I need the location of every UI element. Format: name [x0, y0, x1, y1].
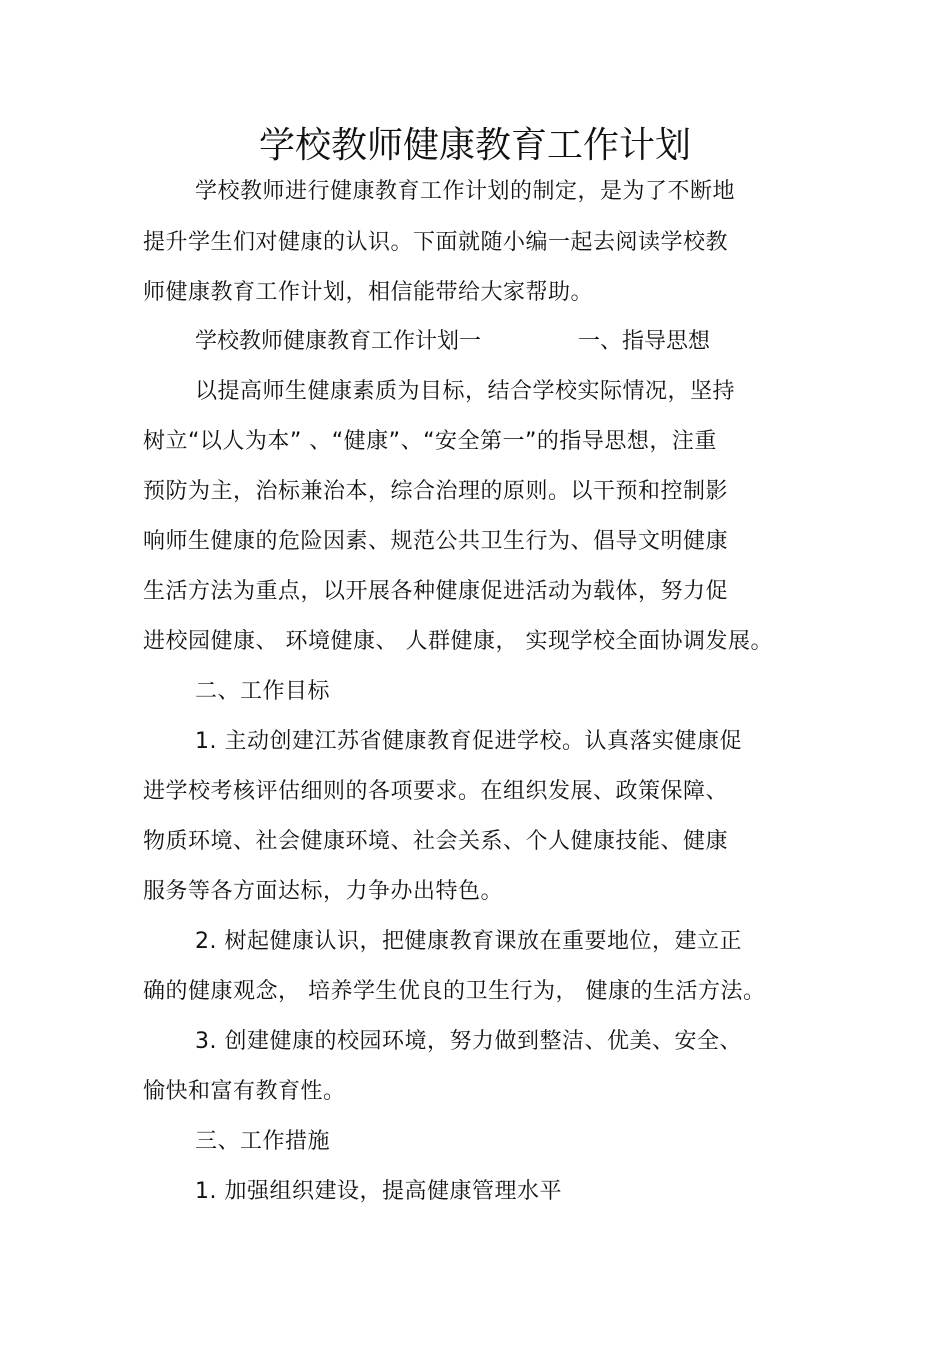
- intro-line-3: 师健康教育工作计划，相信能带给大家帮助。: [143, 280, 594, 305]
- guiding-line-3: 预防为主，治标兼治本，综合治理的原则。以干预和控制影: [143, 479, 729, 504]
- intro-line-2: 提升学生们对健康的认识。下面就随小编一起去阅读学校教: [143, 230, 729, 255]
- goal-3-line-2: 愉快和富有教育性。: [143, 1079, 346, 1104]
- measure-1-line: 1. 加强组织建设，提高健康管理水平: [195, 1179, 562, 1204]
- goal-3-line-1: 3. 创建健康的校园环境，努力做到整洁、优美、安全、: [195, 1029, 742, 1054]
- guiding-line-1: 以提高师生健康素质为目标，结合学校实际情况，坚持: [195, 379, 736, 404]
- goal-1-line-2: 进学校考核评估细则的各项要求。在组织发展、政策保障、: [143, 779, 729, 804]
- goal-1-line-4: 服务等各方面达标，力争办出特色。: [143, 879, 504, 904]
- goal-1-line-3: 物质环境、社会健康环境、社会关系、个人健康技能、健康: [143, 829, 729, 854]
- plan-heading-left: 学校教师健康教育工作计划一: [195, 329, 482, 354]
- intro-line-1: 学校教师进行健康教育工作计划的制定，是为了不断地: [195, 179, 736, 204]
- guiding-line-5: 生活方法为重点，以开展各种健康促进活动为载体，努力促: [143, 579, 729, 604]
- goal-2-line-2: 确的健康观念， 培养学生优良的卫生行为， 健康的生活方法。: [143, 979, 766, 1004]
- goal-2-line-1: 2. 树起健康认识，把健康教育课放在重要地位，建立正: [195, 929, 742, 954]
- page-title: 学校教师健康教育工作计划: [258, 125, 691, 166]
- guiding-line-2: 树立“以人为本” 、“健康”、“安全第一”的指导思想，注重: [143, 429, 717, 454]
- section-2-heading: 二、工作目标: [195, 679, 331, 704]
- guiding-line-6: 进校园健康、 环境健康、 人群健康， 实现学校全面协调发展。: [143, 629, 773, 654]
- section-3-heading: 三、工作措施: [195, 1129, 331, 1154]
- plan-heading-right: 一、指导思想: [578, 329, 711, 354]
- guiding-line-4: 响师生健康的危险因素、规范公共卫生行为、倡导文明健康: [143, 529, 729, 554]
- goal-1-line-1: 1. 主动创建江苏省健康教育促进学校。认真落实健康促: [195, 729, 742, 754]
